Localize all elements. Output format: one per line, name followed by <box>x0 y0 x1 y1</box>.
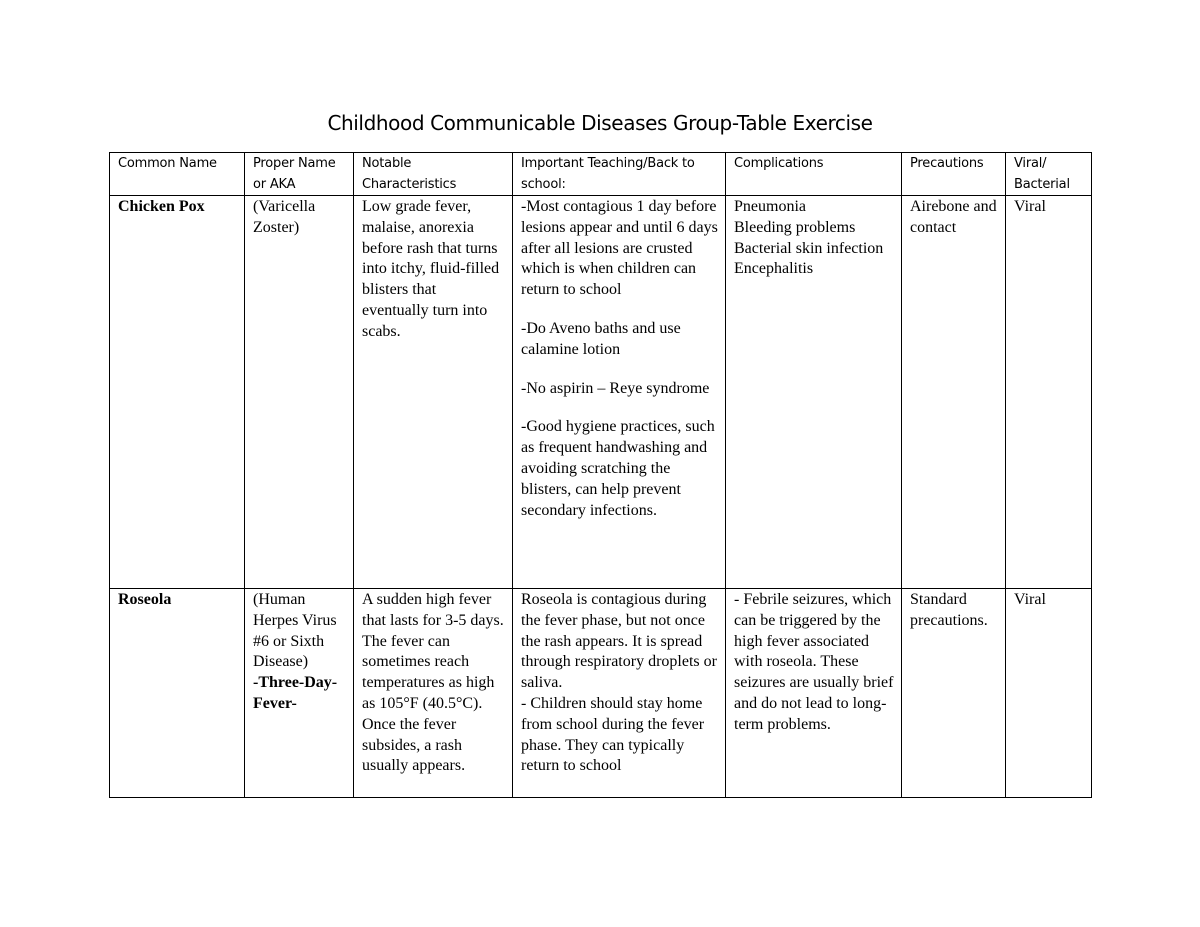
teaching-paragraph: -Most contagious 1 day before lesions appear and until 6 days after all lesions are crusted which is when children can return to school <box>521 198 718 299</box>
cell-teaching: Roseola is contagious during the fever phase, but not once the rash appears. It is spread through respiratory droplets or saliva. - Children should stay home from school during the fever phase. They can typically return to school <box>513 589 726 798</box>
cell-complications: - Febrile seizures, which can be triggered by the high fever associated with roseola. These seizures are usually brief and do not lead to long-term problems. <box>726 589 902 798</box>
header-complications: Complications <box>726 153 902 196</box>
cell-proper-name <box>245 589 354 798</box>
cell-precautions: Airebone and contact <box>902 196 1006 589</box>
cell-characteristics: A sudden high fever that lasts for 3-5 days. The fever can sometimes reach temperatures as high as 105°F (40.5°C). Once the fever subsides, a rash usually appears. <box>354 589 513 798</box>
disease-table <box>109 152 1092 798</box>
cell-common-name: Roseola <box>110 589 245 798</box>
table-row-chicken-pox <box>110 196 1092 589</box>
page-title: Childhood Communicable Diseases Group-Table Exercise <box>327 111 873 135</box>
cell-teaching <box>513 196 726 589</box>
cell-proper-name: (Varicella Zoster) <box>245 196 354 589</box>
header-precautions: Precautions <box>902 153 1006 196</box>
teaching-paragraph: -Do Aveno baths and use calamine lotion <box>521 319 681 358</box>
teaching-paragraph: -No aspirin – Reye syndrome <box>521 379 710 397</box>
header-characteristics: Notable Characteristics <box>354 153 513 196</box>
header-proper-name: Proper Name or AKA <box>245 153 354 196</box>
table-header-row <box>110 153 1092 196</box>
table-row-roseola <box>110 589 1092 798</box>
cell-characteristics: Low grade fever, malaise, anorexia before rash that turns into itchy, fluid-filled blisters that eventually turn into scabs. <box>354 196 513 589</box>
header-teaching: Important Teaching/Back to school: <box>513 153 726 196</box>
header-type: Viral/ Bacterial <box>1006 153 1092 196</box>
teaching-paragraph: -Good hygiene practices, such as frequent handwashing and avoiding scratching the blisters, can help prevent secondary infections. <box>521 418 715 519</box>
proper-name-alias: -Three-Day-Fever- <box>253 674 338 712</box>
cell-common-name: Chicken Pox <box>110 196 245 589</box>
cell-precautions: Standard precautions. <box>902 589 1006 798</box>
cell-type: Viral <box>1006 589 1092 798</box>
cell-complications: Pneumonia Bleeding problems Bacterial skin infection Encephalitis <box>726 196 902 589</box>
header-common-name: Common Name <box>110 153 245 196</box>
cell-type: Viral <box>1006 196 1092 589</box>
proper-name-text: (Human Herpes Virus #6 or Sixth Disease) <box>253 591 337 671</box>
